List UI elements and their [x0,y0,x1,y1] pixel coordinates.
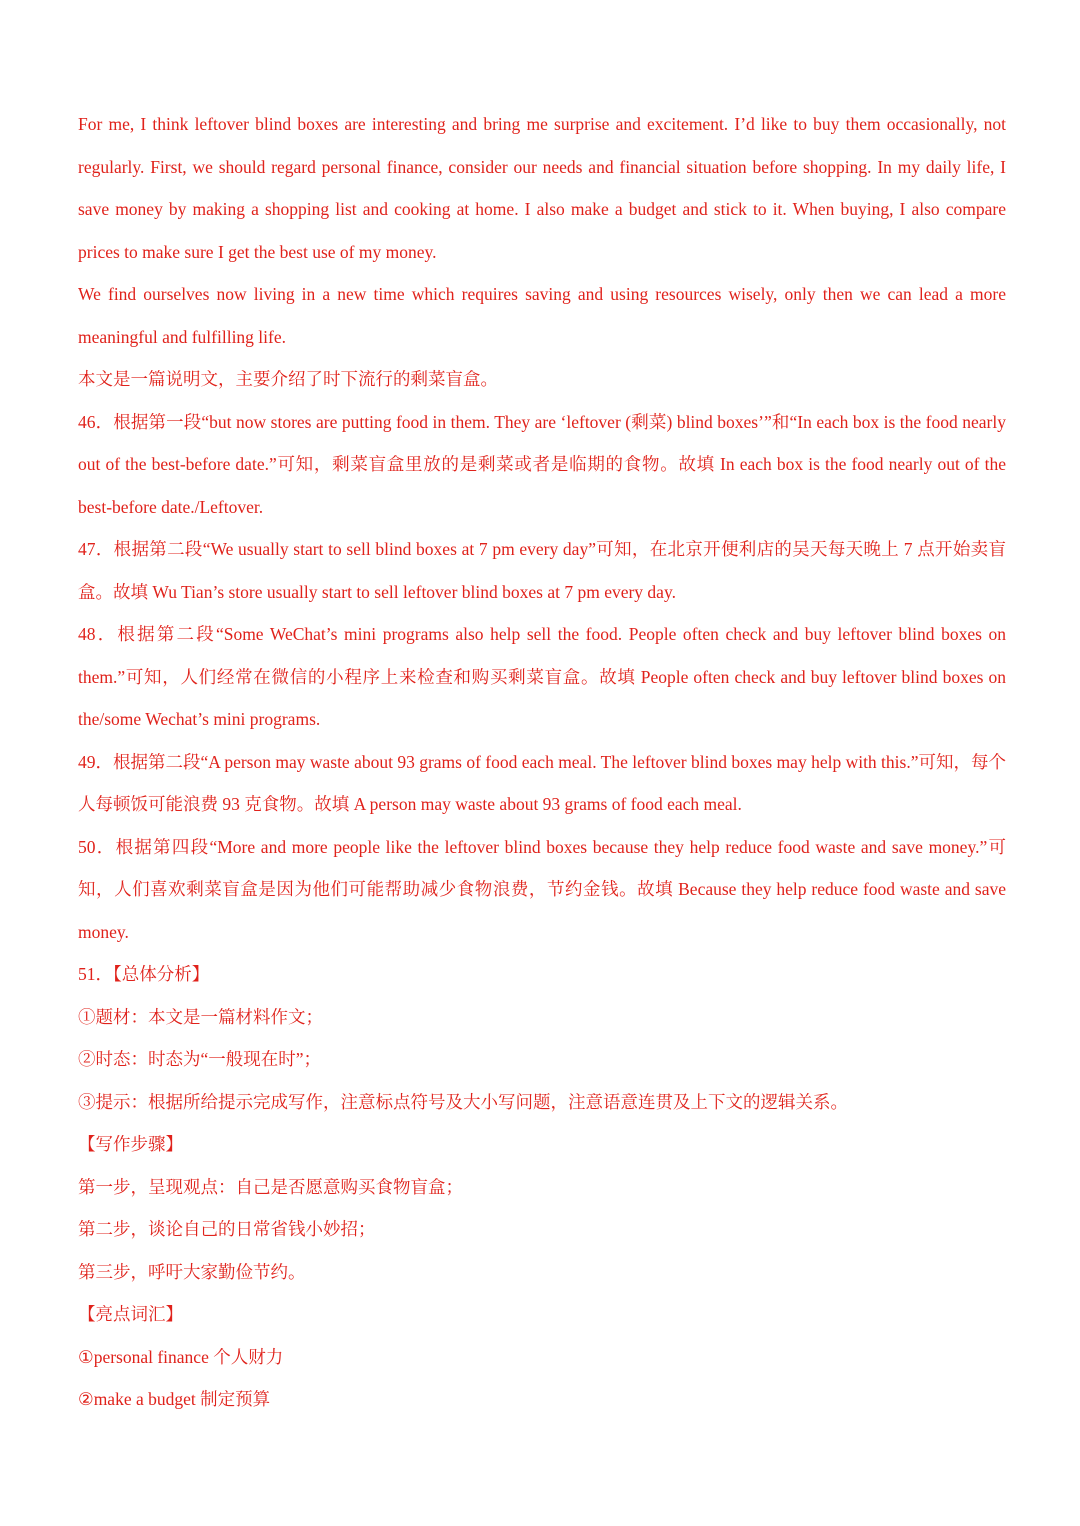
writing-step-2: 第二步，谈论自己的日常省钱小妙招； [78,1219,376,1239]
document-body [78,103,1006,1421]
writing-steps-heading: 【写作步骤】 [78,1134,183,1154]
writing-step-3: 第三步，呼吁大家勤俭节约。 [78,1261,306,1282]
answer-50: 50．根据第四段“More and more people like the leftover blind boxes because they help reduce food waste and save money.”可知，人们喜欢剩菜盲盒是因为他们可能帮助减少食物浪费，节约金钱。故填 Because they help reduce food waste and save money. [78,836,1006,942]
passage-summary: 本文是一篇说明文，主要介绍了时下流行的剩菜盲盒。 [78,369,498,389]
answer-51-heading: 51．【总体分析】 [78,964,210,984]
answer-48: 48．根据第二段“Some WeChat’s mini programs also help sell the food. People often check and buy leftover blind boxes on them.”可知，人们经常在微信的小程序上来检查和购买剩菜盲盒。故填 People often check and buy leftover blind boxes on the/some Wechat’s mini programs. [78,624,1006,729]
writing-step-1: 第一步，呈现观点：自己是否愿意购买食物盲盒； [78,1176,463,1197]
answer-49: 49．根据第二段“A person may waste about 93 grams of food each meal. The leftover blind boxes may help with this.”可知，每个人每顿饭可能浪费 93 克食物。故填 A person may waste about 93 grams of food each meal. [78,751,1006,814]
essay-paragraph-1: For me, I think leftover blind boxes are interesting and bring me surprise and excitement. I’d like to buy them occasionally, not regularly. First, we should regard personal finance, consider our needs and financial situation before shopping. In my daily life, I save money by making a shopping list and cooking at home. I also make a budget and stick to it. When buying, I also compare prices to make sure I get the best use of my money. [78,114,1006,262]
analysis-topic: ①题材：本文是一篇材料作文； [78,1006,323,1027]
essay-paragraph-2: We find ourselves now living in a new time which requires saving and using resources wisely, only then we can lead a more meaningful and fulfilling life. [78,284,1006,347]
vocabulary-item-2: ②make a budget 制定预算 [78,1389,271,1409]
vocabulary-item-1: ①personal finance 个人财力 [78,1346,284,1367]
answer-47: 47．根据第二段“We usually start to sell blind boxes at 7 pm every day”可知，在北京开便利店的吴天每天晚上 7 点开始卖盲盒。故填 Wu Tian’s store usually start to sell leftover blind boxes at 7 pm every day. [78,539,1006,602]
vocabulary-heading: 【亮点词汇】 [78,1304,183,1324]
answer-46: 46．根据第一段“but now stores are putting food in them. They are ‘leftover (剩菜) blind boxes’”和“In each box is the food nearly out of the best-before date.”可知，剩菜盲盒里放的是剩菜或者是临期的食物。故填 In each box is the food nearly out of the best-before date./Leftover. [78,411,1006,517]
analysis-tense: ②时态：时态为“一般现在时”； [78,1049,322,1069]
analysis-hint: ③提示：根据所给提示完成写作，注意标点符号及大小写问题，注意语意连贯及上下文的逻辑关系。 [78,1091,848,1112]
